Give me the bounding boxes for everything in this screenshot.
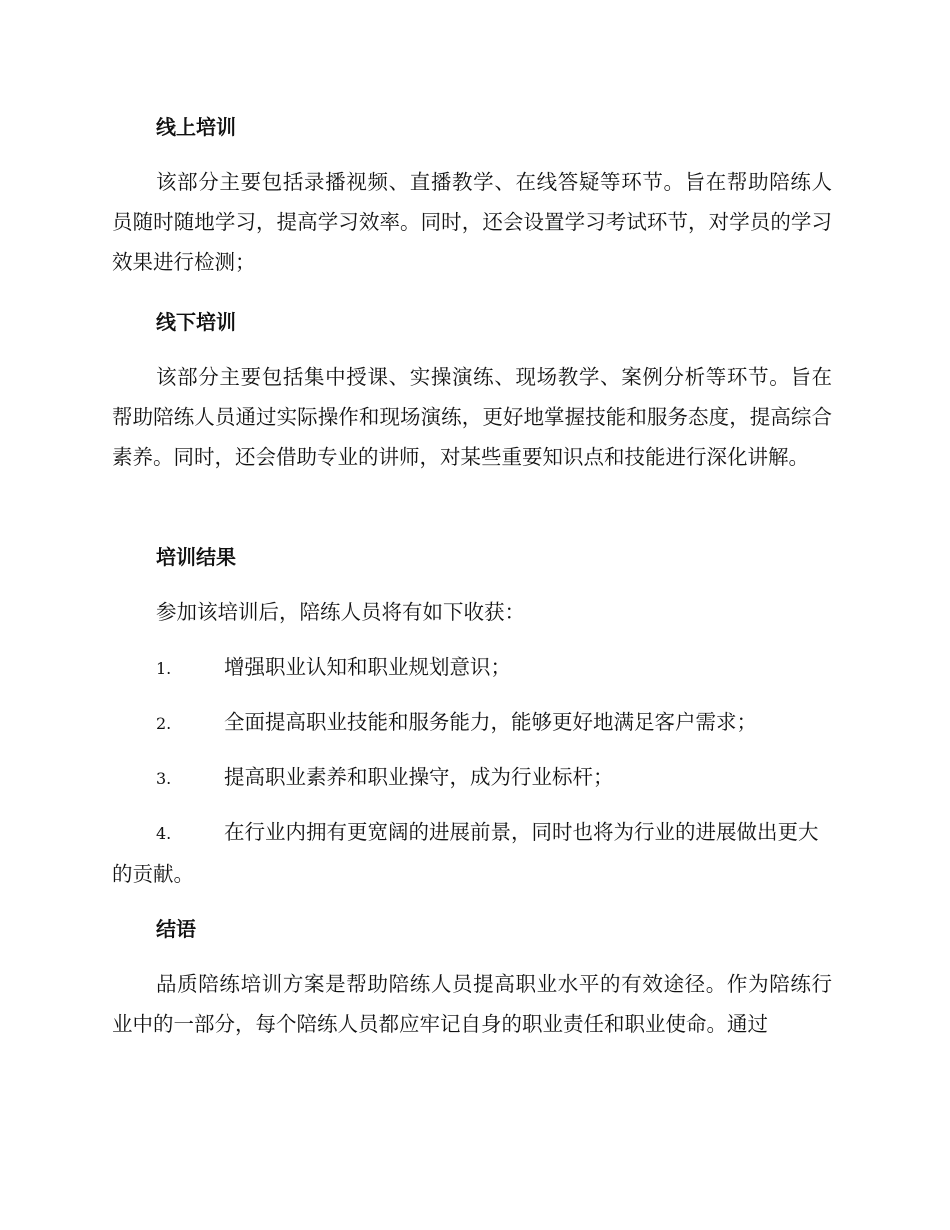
- list-item-text: 提高职业素养和职业操守，成为行业标杆；: [224, 765, 614, 789]
- heading-online-training: 线上培训: [156, 115, 236, 139]
- list-number: 4.: [156, 824, 172, 843]
- list-item-text: 增强职业认知和职业规划意识；: [224, 655, 511, 679]
- list-number: 1.: [156, 659, 172, 678]
- list-item: [112, 812, 832, 894]
- list-number: 3.: [156, 769, 172, 788]
- heading-conclusion: 结语: [156, 917, 196, 941]
- list-item: [112, 702, 832, 744]
- list-item-text: 全面提高职业技能和服务能力，能够更好地满足客户需求；: [224, 710, 757, 734]
- paragraph-results-intro: 参加该培训后，陪练人员将有如下收获：: [156, 600, 525, 624]
- list-item-text: 在行业内拥有更宽阔的进展前景，同时也将为行业的进展做出更大的贡献。: [112, 820, 819, 886]
- heading-offline-training: 线下培训: [156, 310, 236, 334]
- paragraph-offline-training: 该部分主要包括集中授课、实操演练、现场教学、案例分析等环节。旨在帮助陪练人员通过实际操作和现场演练，更好地掌握技能和服务态度，提高综合素养。同时，还会借助专业的讲师，对某些重要知识点和技能进行深化讲解。: [112, 365, 832, 469]
- list-number: 2.: [156, 714, 172, 733]
- list-item: [112, 757, 832, 799]
- heading-training-results: 培训结果: [156, 545, 236, 569]
- list-item: [112, 647, 832, 689]
- paragraph-conclusion: 品质陪练培训方案是帮助陪练人员提高职业水平的有效途径。作为陪练行业中的一部分，每个陪练人员都应牢记自身的职业责任和职业使命。通过: [112, 972, 832, 1036]
- paragraph-online-training: 该部分主要包括录播视频、直播教学、在线答疑等环节。旨在帮助陪练人员随时随地学习，提高学习效率。同时，还会设置学习考试环节，对学员的学习效果进行检测；: [112, 170, 832, 274]
